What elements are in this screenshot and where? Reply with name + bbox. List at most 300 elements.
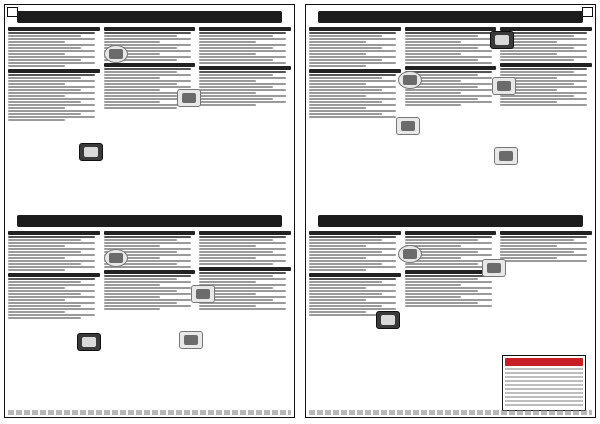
- listing-line: [8, 65, 65, 67]
- listing-line: [405, 293, 492, 295]
- listing-line: [405, 278, 478, 280]
- listing-line: [309, 35, 382, 37]
- channel-block: [199, 231, 291, 265]
- listing-line: [405, 95, 492, 97]
- channel-bar: [104, 270, 196, 274]
- listing-line: [8, 89, 81, 91]
- listing-line: [309, 293, 382, 295]
- channel-block: [500, 27, 592, 61]
- listing-line: [500, 53, 557, 55]
- listing-line: [104, 239, 177, 241]
- column: [199, 27, 291, 211]
- listing-line: [199, 257, 256, 259]
- channel-bar: [8, 69, 100, 73]
- listing-line: [8, 119, 65, 121]
- listing-line: [500, 257, 557, 259]
- listing-line: [8, 74, 95, 76]
- listing-line: [405, 50, 492, 52]
- channel-bar: [199, 231, 291, 235]
- channel-bar: [309, 273, 401, 277]
- listing-line: [199, 89, 286, 91]
- listing-line: [104, 32, 191, 34]
- listing-line: [500, 50, 587, 52]
- listing-line: [309, 47, 382, 49]
- subscription-promo: [502, 355, 586, 411]
- listing-line: [405, 98, 478, 100]
- channel-bar: [405, 231, 497, 235]
- channel-bar: [199, 66, 291, 70]
- listing-line: [405, 59, 478, 61]
- listing-line: [405, 92, 462, 94]
- listing-line: [309, 263, 382, 265]
- listing-line: [199, 92, 256, 94]
- listing-line: [405, 275, 492, 277]
- left-page: [4, 4, 295, 418]
- channel-block: [309, 27, 401, 67]
- listing-line: [405, 38, 492, 40]
- listing-line: [199, 44, 286, 46]
- listing-line: [199, 41, 256, 43]
- listing-line: [8, 305, 81, 307]
- listing-line: [500, 74, 587, 76]
- listing-line: [405, 101, 492, 103]
- listing-line: [199, 278, 286, 280]
- listing-line: [309, 278, 396, 280]
- listing-line: [8, 302, 95, 304]
- listing-line: [500, 101, 557, 103]
- listing-line: [309, 98, 396, 100]
- listing-line: [309, 257, 366, 259]
- listing-line: [500, 251, 573, 253]
- column: [309, 27, 401, 211]
- listing-line: [8, 41, 65, 43]
- listing-line: [104, 101, 161, 103]
- listing-line: [104, 278, 177, 280]
- listing-line: [309, 110, 396, 112]
- channel-logo: [179, 331, 203, 349]
- listing-line: [8, 86, 95, 88]
- section-header: [17, 215, 282, 227]
- listing-line: [199, 239, 272, 241]
- listing-line: [309, 74, 396, 76]
- listing-line: [8, 38, 95, 40]
- listing-line: [104, 305, 191, 307]
- channel-bar: [104, 231, 196, 235]
- listing-line: [309, 281, 382, 283]
- listing-line: [104, 242, 191, 244]
- channel-block: [8, 273, 100, 319]
- listing-line: [8, 107, 65, 109]
- listing-line: [8, 242, 95, 244]
- listing-line: [104, 245, 161, 247]
- listing-line: [405, 35, 478, 37]
- channel-logo-icon: [403, 249, 417, 259]
- channel-logo: [77, 333, 101, 351]
- listing-line: [309, 101, 382, 103]
- listing-line: [500, 254, 587, 256]
- listing-line: [199, 98, 272, 100]
- listing-line: [199, 47, 272, 49]
- channel-logo-icon: [196, 289, 210, 299]
- page-footer: [8, 410, 291, 415]
- channel-logo: [398, 245, 422, 263]
- listing-line: [199, 53, 256, 55]
- listing-line: [500, 104, 587, 106]
- listing-line: [405, 263, 478, 265]
- listing-line: [309, 44, 396, 46]
- listing-line: [8, 62, 95, 64]
- listing-line: [8, 263, 81, 265]
- channel-logo: [490, 31, 514, 49]
- listing-line: [405, 56, 492, 58]
- listing-line: [405, 290, 478, 292]
- column: [199, 231, 291, 411]
- listing-line: [199, 275, 272, 277]
- listing-line: [8, 266, 95, 268]
- listing-line: [8, 44, 95, 46]
- listing-line: [199, 263, 272, 265]
- listing-line: [405, 104, 462, 106]
- channel-logo: [79, 143, 103, 161]
- listing-line: [8, 308, 95, 310]
- channel-logo: [482, 259, 506, 277]
- listing-line: [405, 287, 492, 289]
- channel-bar: [8, 273, 100, 277]
- listing-line: [104, 74, 191, 76]
- listing-line: [104, 83, 177, 85]
- listing-line: [309, 104, 396, 106]
- listing-line: [8, 239, 81, 241]
- listing-line: [309, 62, 396, 64]
- listing-line: [8, 110, 95, 112]
- listing-line: [8, 236, 95, 238]
- listing-line: [500, 98, 587, 100]
- listing-line: [199, 281, 256, 283]
- listing-line: [199, 77, 286, 79]
- listing-line: [104, 68, 191, 70]
- channel-logo: [177, 89, 201, 107]
- listing-line: [405, 53, 462, 55]
- channel-logo: [492, 77, 516, 95]
- channel-block: [104, 270, 196, 310]
- listing-line: [104, 77, 161, 79]
- listing-line: [309, 83, 366, 85]
- listing-line: [8, 59, 81, 61]
- listing-line: [8, 248, 95, 250]
- listing-line: [405, 47, 478, 49]
- listing-line: [199, 71, 286, 73]
- channel-logo: [104, 249, 128, 267]
- listing-line: [8, 50, 95, 52]
- channel-logo-icon: [82, 337, 96, 347]
- listing-line: [104, 290, 177, 292]
- channel-logo-icon: [487, 263, 501, 273]
- listing-line: [309, 236, 396, 238]
- channel-bar: [309, 69, 401, 73]
- listing-line: [8, 104, 95, 106]
- listing-line: [8, 98, 95, 100]
- channel-bar: [500, 231, 592, 235]
- listing-line: [309, 65, 366, 67]
- listing-line: [199, 260, 286, 262]
- listing-line: [199, 35, 272, 37]
- listing-line: [104, 308, 161, 310]
- listing-line: [500, 236, 587, 238]
- promo-header: [505, 358, 583, 366]
- channel-block: [309, 231, 401, 271]
- listing-line: [8, 80, 95, 82]
- listing-line: [104, 86, 191, 88]
- listing-line: [199, 251, 272, 253]
- listing-line: [104, 38, 191, 40]
- channel-block: [500, 231, 592, 262]
- column: [8, 231, 100, 411]
- channel-bar: [104, 63, 196, 67]
- channel-bar: [309, 231, 401, 235]
- listing-line: [104, 35, 177, 37]
- listing-line: [309, 89, 382, 91]
- listing-line: [199, 305, 256, 307]
- section-columns: [309, 27, 592, 211]
- right-page: [305, 4, 596, 418]
- channel-logo: [494, 147, 518, 165]
- channel-bar: [199, 27, 291, 31]
- listing-line: [104, 281, 191, 283]
- listing-line: [405, 62, 492, 64]
- listing-line: [8, 311, 65, 313]
- listing-line: [104, 275, 191, 277]
- listing-line: [8, 257, 65, 259]
- listing-line: [309, 251, 382, 253]
- schedule-section: [306, 215, 595, 418]
- listing-line: [405, 32, 492, 34]
- listing-line: [405, 302, 478, 304]
- listing-line: [500, 245, 557, 247]
- channel-logo-icon: [109, 253, 123, 263]
- listing-line: [104, 293, 191, 295]
- listing-line: [199, 308, 286, 310]
- listing-line: [8, 287, 65, 289]
- listing-line: [199, 242, 286, 244]
- listing-line: [8, 95, 65, 97]
- channel-bar: [500, 27, 592, 31]
- listing-line: [104, 41, 161, 43]
- channel-block: [8, 231, 100, 271]
- listing-line: [500, 71, 573, 73]
- section-columns: [8, 231, 291, 411]
- column: [8, 27, 100, 211]
- listing-line: [8, 92, 95, 94]
- listing-line: [309, 260, 396, 262]
- listing-line: [199, 62, 286, 64]
- listing-line: [104, 89, 161, 91]
- listing-line: [309, 311, 366, 313]
- listing-line: [8, 317, 81, 319]
- listing-line: [405, 242, 492, 244]
- channel-logo-icon: [401, 121, 415, 131]
- channel-bar: [104, 27, 196, 31]
- schedule-section: [5, 215, 294, 418]
- listing-line: [309, 92, 396, 94]
- listing-line: [8, 314, 95, 316]
- listing-line: [309, 32, 396, 34]
- listing-line: [104, 299, 191, 301]
- channel-bar: [309, 27, 401, 31]
- listing-line: [8, 290, 95, 292]
- channel-logo: [376, 311, 400, 329]
- listing-line: [104, 287, 191, 289]
- listing-line: [309, 116, 396, 118]
- listing-line: [8, 32, 95, 34]
- listing-line: [309, 95, 366, 97]
- listing-line: [309, 41, 366, 43]
- listing-line: [8, 113, 81, 115]
- listing-line: [8, 251, 81, 253]
- listing-line: [8, 284, 95, 286]
- listing-line: [405, 299, 492, 301]
- listing-line: [104, 107, 177, 109]
- channel-block: [309, 273, 401, 316]
- channel-block: [199, 27, 291, 64]
- channel-bar: [405, 66, 497, 70]
- listing-line: [104, 284, 161, 286]
- listing-line: [309, 239, 382, 241]
- channel-block: [8, 27, 100, 67]
- listing-line: [500, 239, 573, 241]
- listing-line: [500, 260, 587, 262]
- listing-line: [199, 80, 256, 82]
- listing-line: [309, 38, 396, 40]
- channel-logo: [396, 117, 420, 135]
- listing-line: [8, 296, 95, 298]
- listing-line: [309, 302, 396, 304]
- listing-line: [199, 95, 286, 97]
- listing-line: [104, 71, 177, 73]
- listing-line: [500, 248, 587, 250]
- listing-line: [309, 287, 366, 289]
- listing-line: [8, 269, 65, 271]
- channel-logo-icon: [495, 35, 509, 45]
- listing-line: [309, 248, 396, 250]
- listing-line: [405, 284, 462, 286]
- listing-line: [199, 59, 272, 61]
- listing-line: [199, 245, 256, 247]
- listing-line: [309, 53, 366, 55]
- listing-line: [309, 290, 396, 292]
- listing-line: [309, 308, 396, 310]
- channel-block: [405, 27, 497, 64]
- listing-line: [104, 80, 191, 82]
- listing-line: [309, 245, 366, 247]
- listing-line: [8, 299, 65, 301]
- listing-line: [104, 302, 177, 304]
- schedule-section: [5, 5, 294, 215]
- listing-line: [199, 248, 286, 250]
- channel-logo-icon: [499, 151, 513, 161]
- listing-line: [8, 53, 65, 55]
- listing-line: [8, 35, 81, 37]
- listing-line: [405, 266, 492, 268]
- section-columns: [8, 27, 291, 211]
- listing-line: [309, 86, 396, 88]
- listing-line: [405, 296, 462, 298]
- channel-logo: [191, 285, 215, 303]
- listing-line: [309, 77, 382, 79]
- listing-line: [309, 113, 382, 115]
- channel-block: [8, 69, 100, 121]
- listing-line: [309, 80, 396, 82]
- section-header: [318, 215, 583, 227]
- channel-bar: [8, 231, 100, 235]
- listing-line: [405, 44, 492, 46]
- channel-bar: [500, 63, 592, 67]
- listing-line: [199, 86, 272, 88]
- listing-line: [199, 74, 272, 76]
- listing-line: [405, 41, 462, 43]
- channel-logo: [104, 45, 128, 63]
- channel-logo-icon: [184, 335, 198, 345]
- listing-line: [199, 50, 286, 52]
- page-footer: [309, 410, 592, 415]
- listing-line: [405, 239, 478, 241]
- channel-block: [309, 69, 401, 118]
- listing-line: [405, 236, 492, 238]
- listing-line: [199, 254, 286, 256]
- listing-line: [199, 83, 286, 85]
- listing-line: [309, 50, 396, 52]
- channel-bar: [405, 27, 497, 31]
- channel-logo-icon: [109, 49, 123, 59]
- channel-logo-icon: [84, 147, 98, 157]
- channel-logo-icon: [403, 75, 417, 85]
- listing-line: [309, 299, 366, 301]
- listing-line: [199, 236, 286, 238]
- channel-bar: [199, 267, 291, 271]
- listing-line: [8, 47, 81, 49]
- listing-line: [8, 254, 95, 256]
- listing-line: [309, 305, 382, 307]
- section-header: [17, 11, 282, 23]
- channel-logo-icon: [182, 93, 196, 103]
- listing-line: [199, 272, 286, 274]
- channel-bar: [8, 27, 100, 31]
- listing-line: [405, 281, 492, 283]
- channel-block: [199, 66, 291, 106]
- section-header: [318, 11, 583, 23]
- listing-line: [104, 95, 177, 97]
- listing-line: [8, 281, 81, 283]
- listing-line: [500, 56, 587, 58]
- listing-line: [405, 305, 492, 307]
- column: [500, 27, 592, 211]
- listing-line: [8, 77, 81, 79]
- listing-line: [309, 56, 396, 58]
- listing-line: [500, 59, 573, 61]
- listing-line: [309, 254, 396, 256]
- schedule-section: [306, 5, 595, 215]
- listing-line: [405, 89, 492, 91]
- listing-line: [309, 107, 366, 109]
- channel-logo-icon: [381, 315, 395, 325]
- listing-line: [199, 38, 286, 40]
- listing-line: [8, 260, 95, 262]
- listing-line: [104, 236, 191, 238]
- listing-line: [309, 242, 396, 244]
- listing-line: [8, 278, 95, 280]
- listing-line: [199, 101, 286, 103]
- listing-line: [309, 266, 396, 268]
- listing-line: [199, 104, 256, 106]
